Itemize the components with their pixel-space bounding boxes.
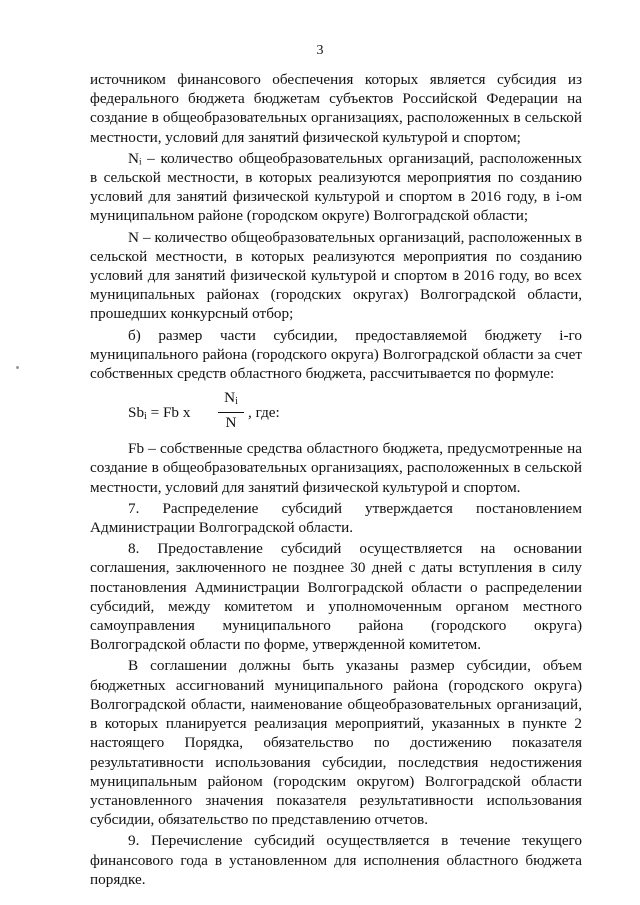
paragraph-subsidy-b: б) размер части субсидии, предоставляемой бюджету i-го муниципального района (городского округа) Волгоградской области за счет собственных средств областного бюджета, рассчитывается по формуле: [90, 326, 582, 383]
paragraph-agreement-terms: В соглашении должны быть указаны размер субсидии, объем бюджетных ассигнований муниципального района (городского округа) Волгоградской области, наименование общеобразовательных организаций, в которых планируется реализация мероприятий, указанных в пункте 2 настоящего Порядка, обязательство по достижению показателя результативности использования субсидии, последствия недостижения муниципальным районом (городским округом) Волгоградской области установленного значения показателя результативности использования субсидии, обязательство по представлению отчетов. [90, 657, 582, 829]
paragraph-item-8: 8. Предоставление субсидий осуществляется на основании соглашения, заключенного не позднее 30 дней с даты вступления в силу постановления Администрации Волгоградской области о распределении субсидий, между комитетом и уполномоченным органом местного самоуправления муниципального района (городского округа) Волгоградской области по форме, утвержденной комитетом. [90, 540, 582, 654]
paragraph-ni-definition: Nᵢ – количество общеобразовательных организаций, расположенных в сельской местности, в которых реализуются мероприятия по созданию условий для занятий физической культурой и спортом в 2016 году, в i-ом муниципальном районе (городском округе) Волгоградской области; [90, 149, 582, 225]
formula [90, 389, 582, 435]
paragraph-continuation: источником финансового обеспечения которых является субсидия из федерального бюджета бюджетам субъектов Российской Федерации на создание в общеобразовательных организациях, расположенных в сельской местности, условий для занятий физической культурой и спортом; [90, 71, 582, 146]
formula-numerator: $N_i$ [224, 389, 238, 408]
paragraph-item-7: 7. Распределение субсидий утверждается постановлением Администрации Волгоградской области. [90, 499, 582, 537]
formula-lhs: $Sb_i = Fb$ x [128, 404, 191, 423]
paragraph-n-definition: N – количество общеобразовательных организаций, расположенных в сельской местности, в которых реализуются мероприятия по созданию условий для занятий физической культурой и спортом в 2016 году, во всех муниципальных районах (городских округах) Волгоградской области, прошедших конкурсный отбор; [90, 228, 582, 323]
formula-tail: , где: [248, 404, 280, 422]
formula-fraction [218, 389, 244, 432]
paragraph-item-9: 9. Перечисление субсидий осуществляется в течение текущего финансового года в установленном для исполнения областного бюджета порядке. [90, 832, 582, 888]
formula-denominator: N [225, 414, 237, 432]
fraction-bar [218, 412, 244, 413]
paragraph-fb-definition: Fb – собственные средства областного бюджета, предусмотренные на создание в общеобразовательных организациях, расположенных в сельской местности, условий для занятий физической культурой и спортом. [90, 440, 582, 496]
page-number: 3 [316, 43, 324, 58]
margin-speck [16, 366, 19, 369]
document-body [90, 70, 582, 889]
